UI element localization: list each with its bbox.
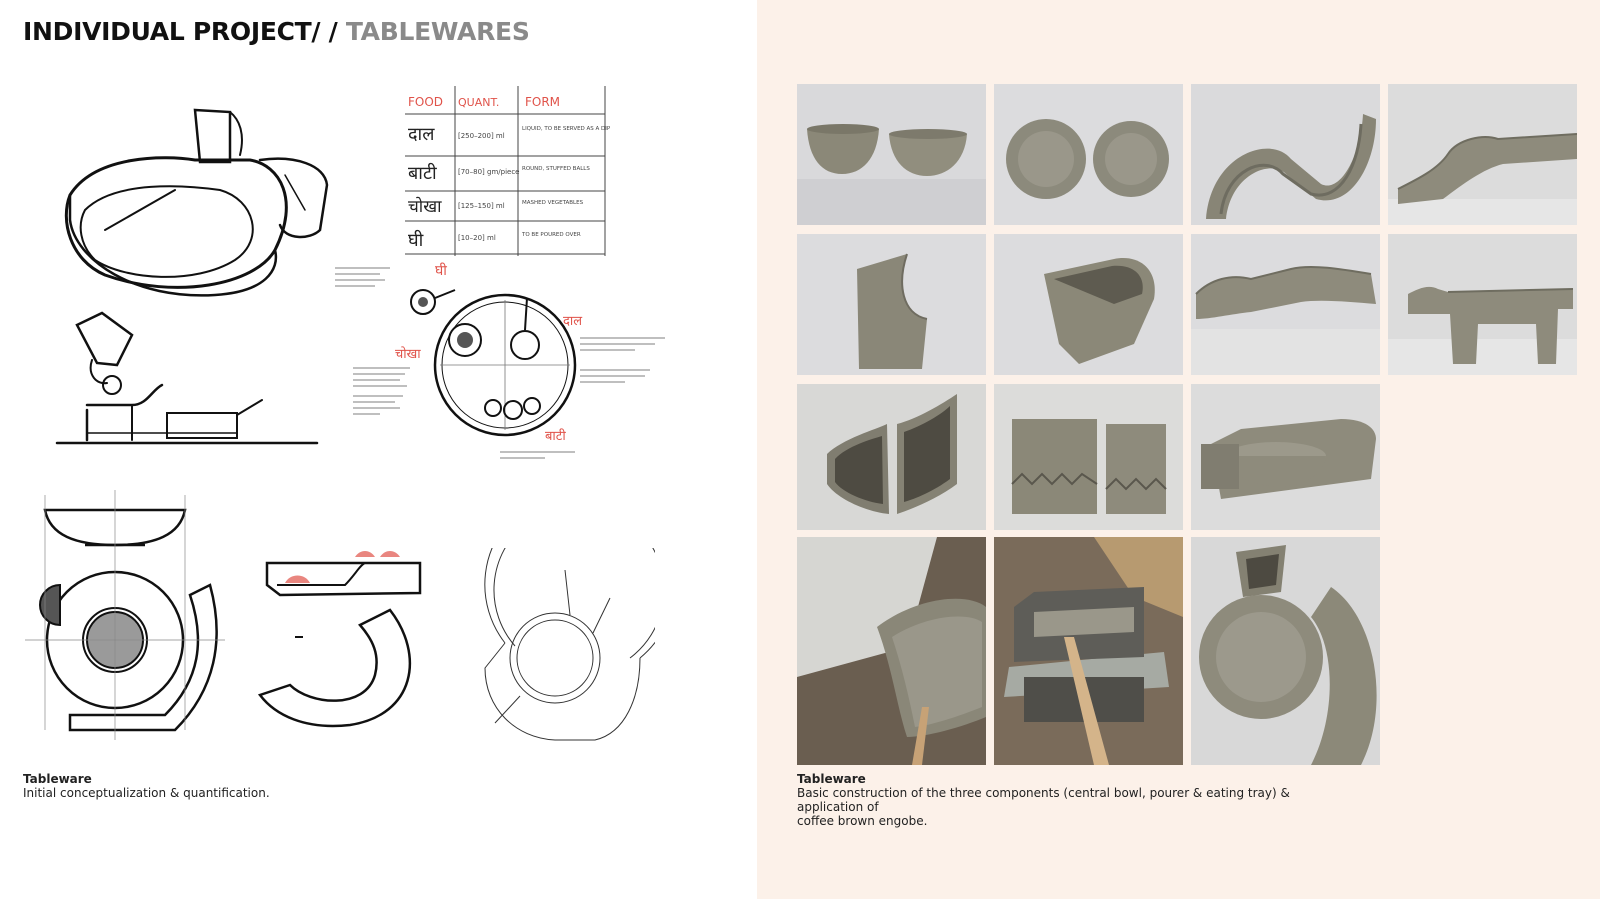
annot-ghee: घी bbox=[435, 263, 447, 279]
photo-tray-wave-side bbox=[1388, 84, 1577, 225]
bowl-plan-sketch bbox=[25, 490, 225, 740]
table-food-chokha: चोखा bbox=[408, 197, 442, 217]
photo-set-assembled bbox=[1191, 384, 1380, 530]
table-food-ghee: घी bbox=[408, 230, 424, 251]
photo-tray-curve-top bbox=[1191, 84, 1380, 225]
table-header-food: FOOD bbox=[408, 95, 444, 109]
photo-tray-legs bbox=[1388, 234, 1577, 375]
annot-dal: दाल bbox=[563, 314, 583, 329]
tray-sketch bbox=[55, 100, 345, 305]
table-form-ghee: TO BE POURED OVER bbox=[522, 232, 581, 238]
right-caption-text-line2: coffee brown engobe. bbox=[797, 814, 928, 828]
plan-line-drawing bbox=[445, 548, 655, 743]
food-quantity-table bbox=[400, 86, 610, 261]
page-title bbox=[23, 17, 530, 46]
tray-arc-sketch bbox=[255, 545, 435, 735]
photo-tray-wave-front bbox=[1191, 234, 1380, 375]
plate-layout-sketch bbox=[335, 260, 675, 475]
table-form-bati: ROUND, STUFFED BALLS bbox=[522, 166, 590, 172]
annot-chokha: चोखा bbox=[395, 347, 421, 362]
table-quant-ghee: [10–20] ml bbox=[458, 234, 496, 242]
right-caption bbox=[797, 772, 1357, 828]
title-sub: TABLEWARES bbox=[345, 17, 530, 46]
left-caption-text: Initial conceptualization & quantification. bbox=[23, 786, 270, 800]
photo-pourer-side bbox=[797, 234, 986, 375]
left-caption-title: Tableware bbox=[23, 772, 92, 786]
table-header-form: FORM bbox=[525, 95, 561, 109]
table-food-dal: दाल bbox=[408, 124, 435, 145]
pourer-side-sketch bbox=[52, 305, 322, 455]
title-main: INDIVIDUAL PROJECT/ / bbox=[23, 17, 338, 46]
photo-two-bowls-top bbox=[994, 84, 1183, 225]
left-caption bbox=[23, 772, 423, 800]
table-form-dal: LIQUID, TO BE SERVED AS A DIP bbox=[522, 126, 610, 132]
table-quant-dal: [250–200] ml bbox=[458, 132, 505, 140]
photo-pourer-angle bbox=[994, 234, 1183, 375]
photo-two-bowls-side bbox=[797, 84, 986, 225]
table-header-quant: QUANT. bbox=[458, 96, 500, 109]
photo-pourer-halves bbox=[797, 384, 986, 530]
table-quant-bati: [70–80] gm/piece bbox=[458, 168, 520, 176]
photo-tray-making bbox=[797, 537, 986, 765]
right-caption-title: Tableware bbox=[797, 772, 866, 786]
table-quant-chokha: [125–150] ml bbox=[458, 202, 505, 210]
photo-pourer-making bbox=[994, 537, 1183, 765]
table-food-bati: बाटी bbox=[408, 163, 437, 184]
annot-bati: बाटी bbox=[545, 429, 566, 444]
table-form-chokha: MASHED VEGETABLES bbox=[522, 200, 584, 206]
right-caption-text-line1: Basic construction of the three components (central bowl, pourer & eating tray) & application of bbox=[797, 786, 1290, 814]
photo-final-set-top bbox=[1191, 537, 1380, 765]
photo-pourer-engobe bbox=[994, 384, 1183, 530]
